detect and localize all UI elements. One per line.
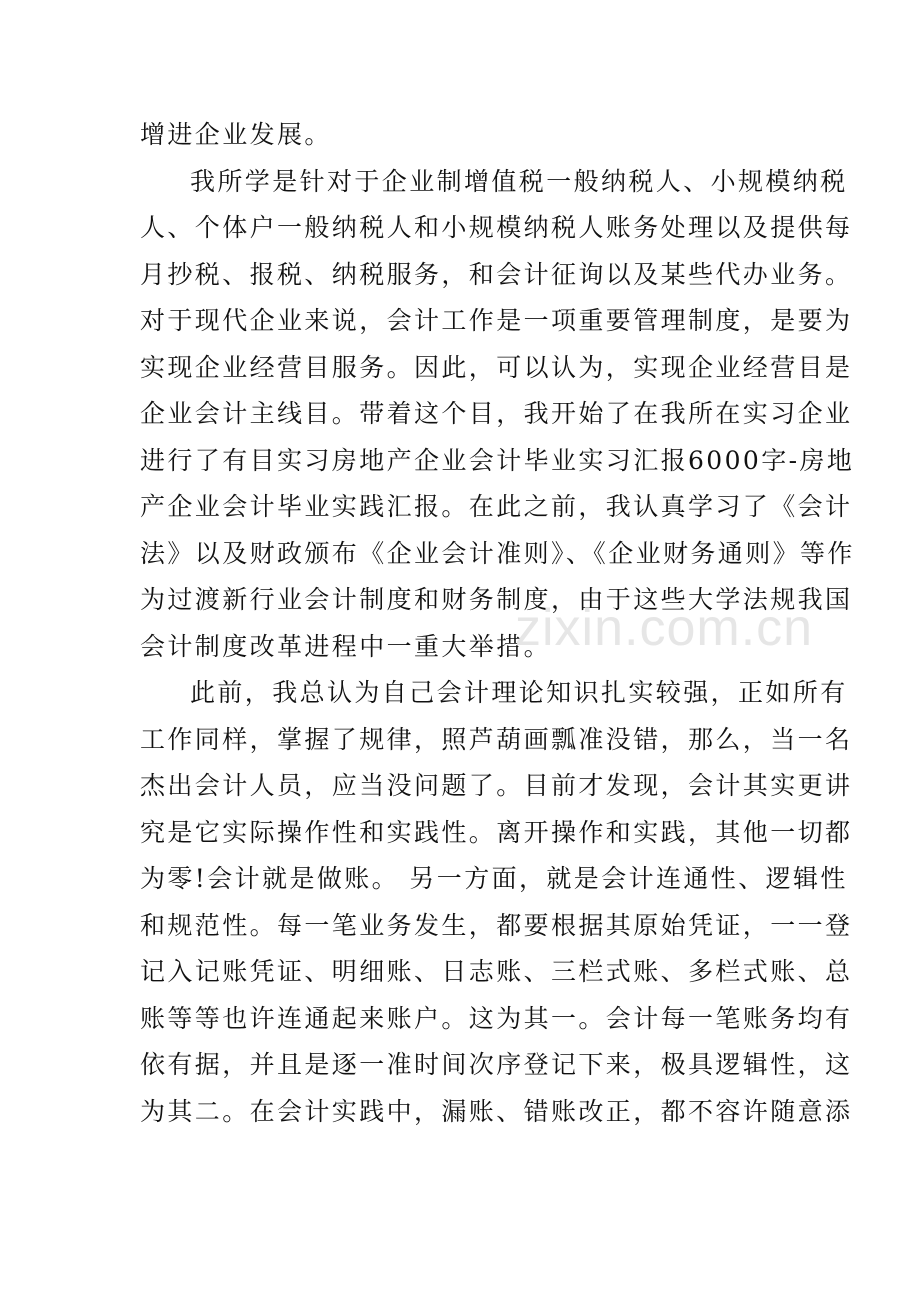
text-line: 账等等也许连通起来账户。这为其一。会计每一笔账务均有 bbox=[140, 1003, 853, 1033]
text-line: 法》以及财政颁布《企业会计准则》、《企业财务通则》等作 bbox=[140, 538, 855, 568]
text-line: 人、个体户一般纳税人和小规模纳税人账务处理以及提供每 bbox=[140, 213, 853, 242]
text-line: 月抄税、报税、纳税服务，和会计征询以及某些代办业务。 bbox=[140, 259, 853, 289]
text-line: 为其二。在会计实践中，漏账、错账改正，都不容许随意添 bbox=[140, 1096, 853, 1126]
paragraph-start-line: 我所学是针对于企业制增值税一般纳税人、小规模纳税 bbox=[190, 166, 848, 196]
text-line: 依有据，并且是逐一准时间次序登记下来，极具逻辑性，这 bbox=[140, 1050, 853, 1079]
text-line: 对于现代企业来说，会计工作是一项重要管理制度，是要为 bbox=[140, 306, 853, 335]
body-text bbox=[140, 112, 855, 1135]
text-line: 和规范性。每一笔业务发生，都要根据其原始凭证，一一登 bbox=[140, 910, 853, 940]
text-line: 产企业会计毕业实践汇报。在此之前，我认真学习了《会计 bbox=[140, 492, 853, 521]
paragraph-start-line: 此前，我总认为自己会计理论知识扎实较强，正如所有 bbox=[190, 678, 848, 707]
text-line: 企业会计主线目。带着这个目，我开始了在我所在实习企业 bbox=[140, 399, 853, 428]
text-line: 会计制度改革进程中一重大举措。 bbox=[140, 631, 552, 661]
text-line: 为过渡新行业会计制度和财务制度，由于这些大学法规我国 bbox=[140, 585, 853, 614]
text-line: 工作同样，掌握了规律，照芦葫画瓢准没错，那么，当一名 bbox=[140, 724, 853, 754]
text-line: 进行了有目实习房地产企业会计毕业实习汇报6000字-房地 bbox=[140, 445, 855, 475]
text-line: 实现企业经营目服务。因此，可以认为，实现企业经营目是 bbox=[140, 352, 853, 382]
text-line: 记入记账凭证、明细账、日志账、三栏式账、多栏式账、总 bbox=[140, 957, 853, 986]
text-line: 为零!会计就是做账。 另一方面，就是会计连通性、逻辑性 bbox=[140, 864, 848, 893]
watermark: zixin.com.cn bbox=[515, 599, 814, 657]
text-line: 究是它实际操作性和实践性。离开操作和实践，其他一切都 bbox=[140, 817, 853, 847]
text-line: 增进企业发展。 bbox=[140, 120, 332, 149]
text-line: 杰出会计人员，应当没问题了。目前才发现，会计其实更讲 bbox=[140, 771, 853, 800]
